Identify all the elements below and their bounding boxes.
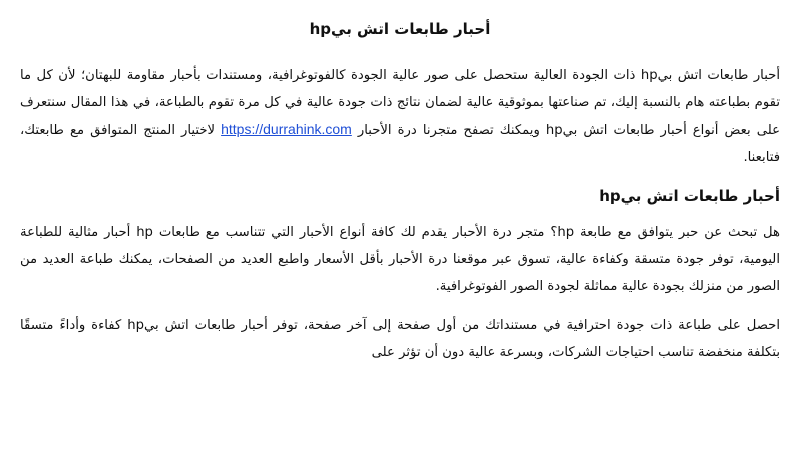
document-content [20, 18, 780, 378]
store-link[interactable]: https://durrahink.com [221, 121, 352, 137]
intro-paragraph [20, 62, 780, 171]
section-paragraph-2: احصل على طباعة ذات جودة احترافية في مستنداتك من أول صفحة إلى آخر صفحة، توفر أحبار طابعات اتش بيhp كفاءة وأداءً متسقًا بتكلفة منخفضة تناسب احتياجات الشركات، وبسرعة عالية دون أن تؤثر على [20, 318, 780, 360]
section-heading: أحبار طابعات اتش بيhp [599, 187, 780, 205]
intro-text-before-link: أحبار طابعات اتش بيhp ذات الجودة العالية ستحصل على صور عالية الجودة كالفوتوغرافية، ومستندات بأحبار مقاومة للبهتان؛ لأن كل ما تقوم بطباعته هام بالنسبة إليك، تم صناعتها بموثوقية عالية لضمان نتائج ذات جودة عالية في كل مرة تقوم بالطباعة، في هذا المقال سنتعرف على بعض أنواع أحبار طابعات اتش بيhp ويمكنك تصفح متجرنا درة الأحبار [20, 68, 780, 138]
section-paragraph-1: هل تبحث عن حبر يتوافق مع طابعة hp؟ متجر درة الأحبار يقدم لك كافة أنواع الأحبار التي تتناسب مع طابعات hp أحبار مثالية للطباعة اليومية، توفر جودة متسقة وكفاءة عالية، تسوق عبر موقعنا درة الأحبار بأقل الأسعار واطبع العديد من الصفحات، يمكنك طباعة العديد من الصور من منزلك بجودة عالية مماثلة لجودة الصور الفوتوغرافية. [20, 225, 781, 294]
document-title: أحبار طابعات اتش بيhp [309, 20, 491, 38]
intro-text-after-link: لاختيار المنتج المتوافق مع طابعتك، فتابعنا. [20, 123, 780, 165]
